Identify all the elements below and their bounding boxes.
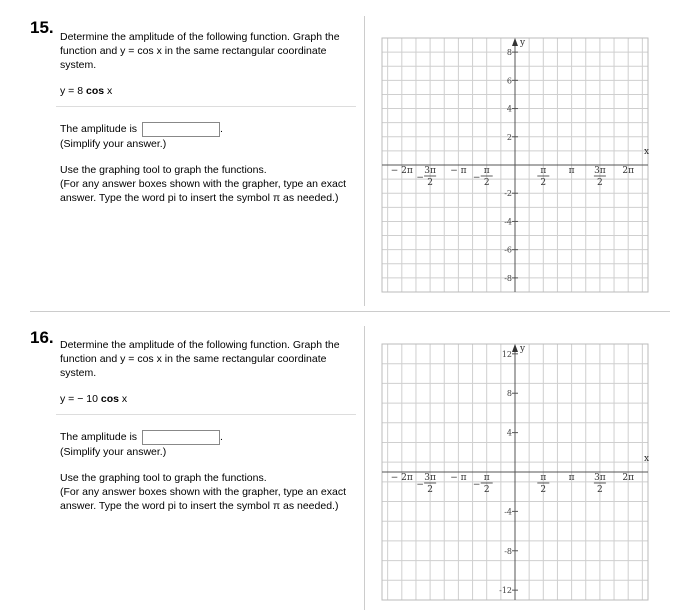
- question-text: Determine the amplitude of the following function. Graph the function and y = cos x in the same rectangular coordinate system.: [60, 31, 340, 71]
- tick-minus: −: [416, 480, 424, 490]
- amplitude-label: The amplitude is: [60, 123, 138, 135]
- column-divider: [364, 326, 365, 610]
- tick-numerator: π: [540, 166, 547, 176]
- tick-numerator: π: [483, 166, 490, 176]
- amplitude-label: The amplitude is: [60, 431, 138, 443]
- y-tick-label: -4: [504, 507, 512, 517]
- equation-func: cos: [100, 393, 119, 405]
- y-tick-label: -12: [499, 586, 512, 596]
- y-tick-label: -2: [504, 189, 512, 199]
- tick-numerator: π: [483, 473, 490, 483]
- y-tick-label: 8: [506, 48, 512, 58]
- y-tick-label: 4: [506, 104, 512, 114]
- tick-numerator: 3π: [424, 166, 436, 176]
- tick-numerator: 3π: [594, 473, 606, 483]
- equation-prefix: y = − 10: [60, 393, 98, 405]
- tick-numerator: 3π: [594, 166, 606, 176]
- equation-suffix: x: [118, 393, 128, 405]
- problem-text: [60, 30, 360, 205]
- y-axis-label: y: [520, 38, 526, 48]
- x-tick-neg-pi-2: [473, 473, 493, 495]
- equation-func: cos: [85, 85, 105, 97]
- graph-instruction-note: (For any answer boxes shown with the grapher, type an exact answer. Type the word pi to insert the symbol π as needed.): [60, 486, 346, 512]
- graph-panel-15[interactable]: [370, 30, 660, 300]
- y-axis-label: y: [520, 344, 526, 354]
- y-tick-label: -4: [504, 217, 512, 227]
- amplitude-input[interactable]: [142, 122, 220, 137]
- question-text: Determine the amplitude of the following function. Graph the function and y = cos x in the same rectangular coordinate system.: [60, 339, 340, 379]
- tick-denominator: 2: [540, 178, 547, 188]
- x-tick-neg-2pi: − 2π: [390, 166, 413, 176]
- tick-numerator: 3π: [424, 473, 436, 483]
- tick-denominator: 2: [427, 485, 433, 495]
- x-tick-neg-2pi: − 2π: [390, 473, 413, 483]
- x-tick-2pi: 2π: [622, 473, 635, 483]
- tick-denominator: 2: [597, 178, 603, 188]
- x-tick-neg-pi-2: [473, 166, 493, 188]
- simplify-note: (Simplify your answer.): [60, 138, 167, 150]
- column-divider: [364, 16, 365, 306]
- y-tick-label: 4: [506, 428, 512, 438]
- tick-denominator: 2: [483, 485, 490, 495]
- x-tick-pi: π: [568, 473, 575, 483]
- equation-suffix: x: [104, 85, 113, 97]
- tick-denominator: 2: [597, 485, 603, 495]
- y-tick-label: 2: [506, 132, 512, 142]
- graph-instruction-note: (For any answer boxes shown with the grapher, type an exact answer. Type the word pi to insert the symbol π as needed.): [60, 178, 346, 204]
- equation-prefix: y = 8: [60, 85, 84, 97]
- x-tick-2pi: 2π: [622, 166, 635, 176]
- x-axis-label: x: [644, 454, 650, 464]
- divider: [56, 106, 356, 107]
- tick-minus: −: [472, 173, 481, 183]
- tick-numerator: π: [540, 473, 547, 483]
- amplitude-row: The amplitude is .: [60, 123, 223, 135]
- x-axis-label: x: [644, 147, 650, 157]
- y-axis-arrow: [512, 344, 518, 352]
- y-tick-label: 8: [506, 389, 512, 399]
- simplify-note: (Simplify your answer.): [60, 446, 167, 458]
- graph-instruction: Use the graphing tool to graph the functions.: [60, 472, 267, 484]
- y-axis-arrow: [512, 38, 518, 46]
- y-tick-label: -6: [504, 245, 512, 255]
- amplitude-row: The amplitude is .: [60, 431, 223, 443]
- problem-text: [60, 338, 360, 513]
- x-tick-neg-pi: − π: [450, 166, 467, 176]
- x-tick-neg-pi: − π: [450, 473, 467, 483]
- tick-denominator: 2: [540, 485, 547, 495]
- equation: [60, 392, 360, 406]
- problem-number: 16.: [30, 328, 54, 347]
- y-tick-label: -8: [504, 546, 512, 556]
- divider: [56, 414, 356, 415]
- y-tick-label: 6: [506, 76, 512, 86]
- problem-number: 15.: [30, 18, 54, 37]
- graph-instruction: Use the graphing tool to graph the functions.: [60, 164, 267, 176]
- graph-panel-16[interactable]: [370, 336, 660, 608]
- x-tick-neg-3pi-2: [416, 166, 436, 188]
- tick-denominator: 2: [483, 178, 490, 188]
- y-tick-label: -8: [504, 273, 512, 283]
- tick-minus: −: [472, 480, 481, 490]
- tick-denominator: 2: [427, 178, 433, 188]
- x-tick-neg-3pi-2: [416, 473, 436, 495]
- tick-minus: −: [416, 173, 424, 183]
- x-tick-pi: π: [568, 166, 575, 176]
- equation: [60, 84, 360, 98]
- amplitude-input[interactable]: [142, 430, 220, 445]
- problem-divider: [30, 311, 670, 312]
- y-tick-label: 12: [501, 349, 512, 359]
